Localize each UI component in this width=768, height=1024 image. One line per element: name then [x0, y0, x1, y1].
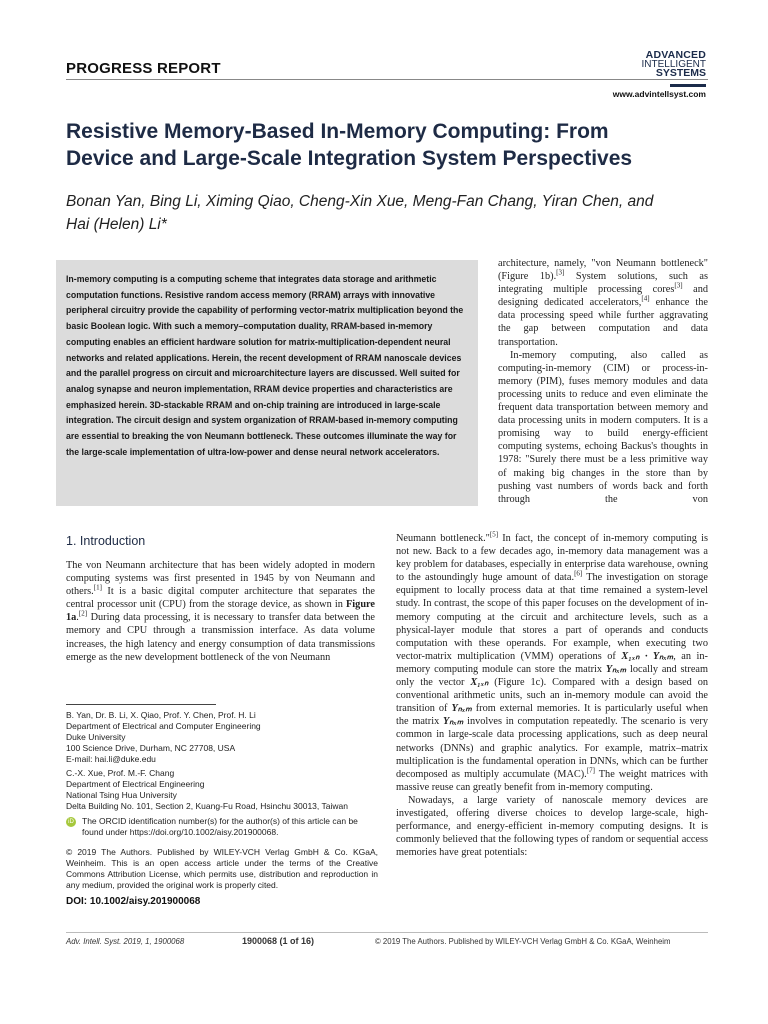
- math-expression: X₁ₓₙ: [470, 677, 489, 689]
- affiliation-line: Duke University: [66, 732, 126, 742]
- title-line-2: Device and Large-Scale Integration System Perspectives: [66, 147, 633, 170]
- orcid-note: The ORCID identification number(s) for the author(s) of this article can be found under https://doi.org/10.1002/aisy.201900068.: [82, 816, 358, 837]
- affiliation-line: Department of Electrical and Computer Engineering: [66, 721, 261, 731]
- citation-ref[interactable]: [4]: [641, 294, 650, 303]
- citation-ref[interactable]: [5]: [489, 530, 499, 539]
- citation-ref[interactable]: [7]: [586, 766, 595, 775]
- text-run: (Figure 1c). Compared with a design based on conventional arithmetic units, such an in-memory module can avoid the transition of: [396, 677, 708, 715]
- footer-page-number: 1900068 (1 of 16): [242, 936, 315, 946]
- affiliation-line: 100 Science Drive, Durham, NC 27708, USA: [66, 743, 236, 753]
- logo-bar: [670, 84, 706, 87]
- intro-right-paragraph-2: In-memory computing, also called as computing-in-memory (CIM) or process-in-memory (PIM), fuses memory modules and data processing units to reduce and even eliminate the frequent data transportation between memory and data processing units in modern computers. It is a promising way to build energy-efficient computing systems, echoing Backus's thoughts in 1978: "Surely there must be a less primitive way of making big changes in the store than by pushing vast numbers of words back and forth through the von: [498, 349, 708, 505]
- text-run: It is a basic digital computer architecture that separates the central processor unit (CPU) from the storage device, as shown in: [66, 586, 375, 611]
- text-run: locally and stream only the vector: [396, 663, 708, 689]
- math-expression: X₁ₓₙ · Yₙₓₘ: [621, 650, 674, 662]
- intro-right-continued: [396, 532, 708, 859]
- footer-citation: Adv. Intell. Syst. 2019, 1, 1900068: [66, 937, 185, 946]
- intro-left-paragraph: The von Neumann architecture that has been widely adopted in modern computing systems was first presented in 1945 by von Neumann and others.[1] It is a basic digital computer architecture that separates the central processor unit (CPU) from the storage device, as shown in Figure 1a.[2] During data processing, it is necessary to transfer data between the memory and CPU through a transmission interface. As data volume increases, the high latency and energy consumption of data transmissions emerge as the new development bottleneck of the von Neumann: [66, 560, 375, 663]
- license-note: © 2019 The Authors. Published by WILEY-VCH Verlag GmbH & Co. KGaA, Weinheim. This is an open access article under the terms of the Creative Commons Attribution License, which permits use, distribution and reproduction in any medium, provided the original work is properly cited.: [66, 847, 378, 890]
- affiliation-line: Delta Building No. 101, Section 2, Kuang-Fu Road, Hsinchu 30013, Taiwan: [66, 801, 348, 811]
- text-run: System solutions, such as integrating multiple processing cores: [498, 271, 709, 296]
- logo-line-2: INTELLIGENT: [641, 59, 706, 70]
- abstract-text: In-memory computing is a computing scheme that integrates data storage and arithmetic computation functions. Resistive random access memory (RRAM) arrays with innovative peripheral circuitry provide the capability of performing vector-matrix multiplication beyond the basic Boolean logic. With such a memory–computation duality, RRAM-based in-memory computing enables an efficient hardware solution for matrix-multiplication-dependent neural networks and related applications. Herein, the recent development of RRAM nanoscale devices and the parallel progress on circuit and microarchitecture layers are discussed. Well suited for analog synapse and neuron implementation, RRAM device properties and characteristics are emphasized herein. 3D-stackable RRAM and on-chip training are introduced in large-scale integration. The circuit design and system organization of RRAM-based in-memory computing are essential to breaking the von Neumann bottleneck. These outcomes illuminate the way for the large-scale implementation of ultra-low-power and dense neural network accelerators.: [66, 274, 464, 457]
- intro-right-column: [498, 257, 708, 506]
- figure-link[interactable]: Figure 1a: [66, 599, 375, 624]
- text-run: The investigation on storage equipment to locally process data at that time remained a system-level study. In contrast, the scope of this paper focuses on the development of in-memory computing at the circuit and architecture levels, such as a physical-layer module that stores a part of operands and conducts computation with these operands. For example, when executing two vector-matrix multiplication (VMM) operations of: [396, 572, 708, 662]
- section-heading: 1. Introduction: [66, 534, 146, 548]
- affiliation-block-2: [66, 768, 386, 812]
- text-run: During data processing, it is necessary to transfer data between the memory and CPU through a transmission interface. As data volume increases, the high latency and energy consumption of data transmissions emerge as the new development bottleneck of the von Neumann: [66, 612, 375, 663]
- intro-right-paragraph-3: [396, 532, 708, 794]
- journal-url[interactable]: www.advintellsyst.com: [612, 89, 706, 99]
- text-run: involves in computation repeatedly. The scenario is very common in large-scale data processing applications, such as deep neural networks (DNNs) and graphic analytics. For example, matrix–matrix multiplication is the fundamental operation in DNNs, which can be further decomposed as multiply accumulate (MAC).: [396, 716, 708, 780]
- article-title: [66, 118, 716, 172]
- author-list: [66, 190, 716, 236]
- logo-line-1: ADVANCED: [645, 49, 706, 61]
- authors-line-1: Bonan Yan, Bing Li, Ximing Qiao, Cheng-Xin Xue, Meng-Fan Chang, Yiran Chen, and: [66, 193, 654, 210]
- affiliation-line: C.-X. Xue, Prof. M.-F. Chang: [66, 768, 175, 778]
- footer-divider: [66, 932, 708, 933]
- affiliation-line: National Tsing Hua University: [66, 790, 177, 800]
- text-run: enhance the data processing speed while further aggravating the gap between computation and data transportation.: [498, 297, 708, 348]
- orcid-icon: iD: [66, 817, 76, 827]
- title-line-1: Resistive Memory-Based In-Memory Computing: From: [66, 120, 609, 143]
- intro-left-column: [66, 559, 375, 664]
- affiliation-email[interactable]: E-mail: hai.li@duke.edu: [66, 754, 156, 764]
- citation-ref[interactable]: [3]: [556, 268, 565, 277]
- footer-copyright: © 2019 The Authors. Published by WILEY-VCH Verlag GmbH & Co. KGaA, Weinheim: [375, 937, 671, 946]
- journal-logo: [642, 51, 706, 87]
- text-run: architecture, namely, "von Neumann bottleneck" (Figure 1b).: [498, 258, 708, 283]
- abstract-box: [56, 260, 478, 506]
- affiliation-divider: [66, 704, 216, 705]
- math-expression: Yₙₓₘ: [443, 716, 464, 728]
- text-run: The von Neumann architecture that has been widely adopted in modern computing systems was first presented in 1945 by von Neumann and others.: [66, 560, 375, 598]
- text-run: Neumann bottleneck.": [396, 533, 490, 544]
- header-divider: [66, 79, 708, 80]
- affiliation-line: B. Yan, Dr. B. Li, X. Qiao, Prof. Y. Chen, Prof. H. Li: [66, 710, 256, 720]
- text-run: In fact, the concept of in-memory computing is not new. Back to a few decades ago, in-memory data management was a key problem for databases, especially in enterprise data warehouse, owning to the astoundingly huge amount of data.: [396, 533, 708, 584]
- affiliation-block-1: [66, 710, 386, 765]
- section-label: PROGRESS REPORT: [66, 60, 221, 77]
- intro-right-paragraph-4: Nowadays, a large variety of nanoscale memory devices are investigated, offering diverse choices to develop large-scale, high-performance, and energy-efficient in-memory computing designs. It is commonly believed that the following types of random or sequential access memories have great potentials:: [396, 794, 708, 859]
- citation-ref[interactable]: [1]: [93, 583, 102, 592]
- math-expression: Yₙₓₘ: [451, 703, 472, 715]
- authors-line-2: Hai (Helen) Li*: [66, 216, 167, 233]
- affiliation-line: Department of Electrical Engineering: [66, 779, 205, 789]
- math-expression: Yₙₓₘ: [605, 663, 627, 675]
- text-run: and designing dedicated accelerators,: [498, 284, 708, 309]
- citation-ref[interactable]: [3]: [674, 281, 683, 290]
- text-run: from external memories. It is particularly useful when the matrix: [396, 703, 709, 728]
- text-run: , an in-memory computing module can store the matrix: [396, 650, 708, 675]
- intro-right-paragraph-1: [498, 257, 708, 349]
- logo-line-3: SYSTEMS: [655, 67, 706, 79]
- text-run: The weight matrices with massive reuse can greatly benefit from in-memory computing.: [396, 768, 709, 793]
- doi-link[interactable]: DOI: 10.1002/aisy.201900068: [66, 896, 201, 907]
- citation-ref[interactable]: [2]: [78, 609, 88, 618]
- citation-ref[interactable]: [6]: [574, 569, 583, 578]
